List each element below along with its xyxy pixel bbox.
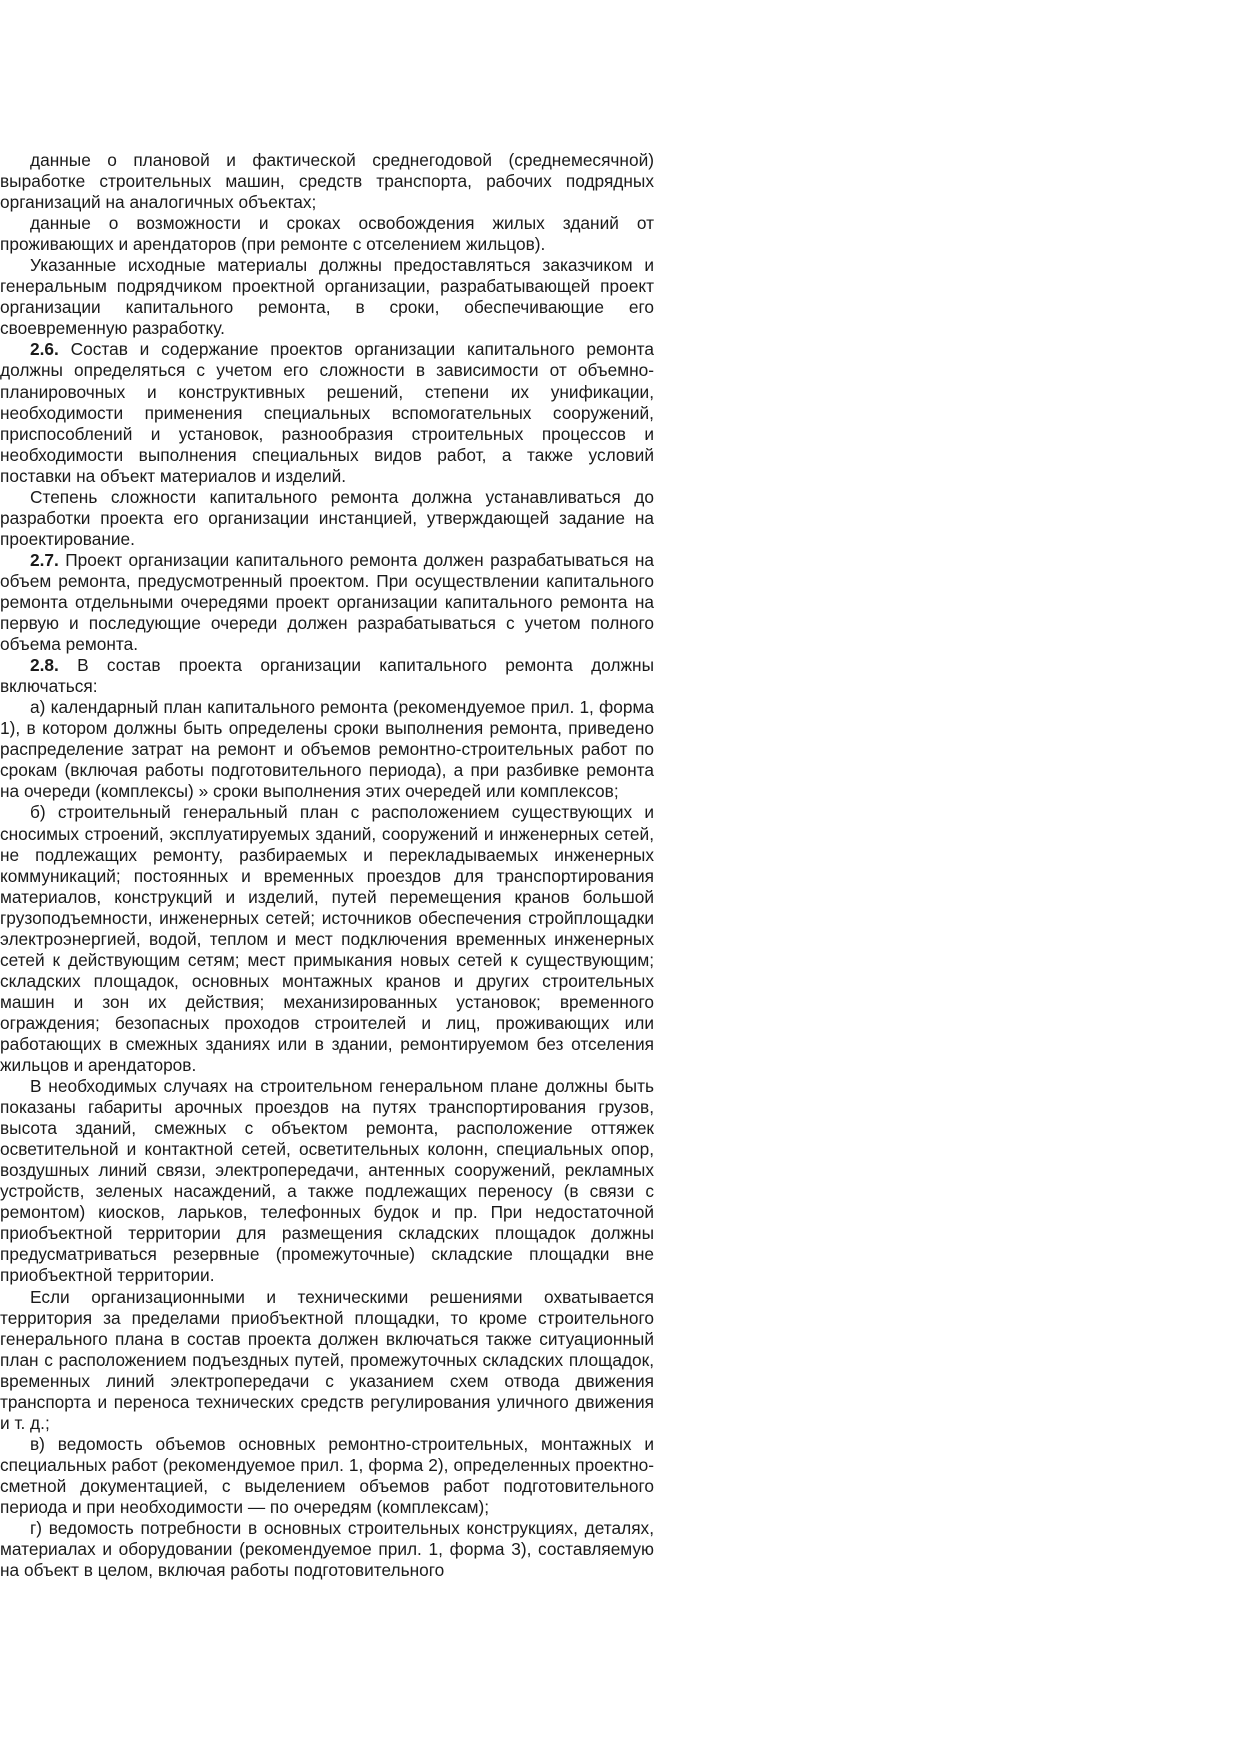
section-number: 2.6.: [30, 339, 59, 360]
paragraph: Указанные исходные материалы должны предоставляться заказчиком и генеральным подрядчиком проектной организации, разрабатывающей проект организации капитального ремонта, в сроки, обеспечивающие его своевременную разработку.: [0, 255, 654, 339]
section-number: 2.8.: [30, 655, 59, 676]
paragraph: Степень сложности капитального ремонта должна устанавливаться до разработки проекта его организации инстанцией, утверждающей задание на проектирование.: [0, 486, 654, 549]
list-item-g: г) ведомость потребности в основных строительных конструкциях, деталях, материалах и оборудовании (рекомендуемое прил. 1, форма 3), составляемую на объект в целом, включая работы подготовительного: [0, 1518, 654, 1581]
section-2-8-paragraph: 2.8. В состав проекта организации капитального ремонта должны включаться:: [0, 655, 654, 697]
list-item-b: б) строительный генеральный план с расположением существующих и сносимых строений, эксплуатируемых зданий, сооружений и инженерных сетей, не подлежащих ремонту, разбираемых и перекладываемых инженерных коммуникаций; постоянных и временных проездов для транспортирования материалов, конструкций и изделий, путей перемещения кранов большой грузоподъемности, инженерных сетей; источников обеспечения стройплощадки электроэнергией, водой, теплом и мест подключения временных инженерных сетей к действующим сетям; мест примыкания новых сетей к существующим; складских площадок, основных монтажных кранов и других строительных машин и зон их действия; механизированных установок; временного ограждения; безопасных проходов строителей и лиц, проживающих или работающих в смежных зданиях или в здании, ремонтируемом без отселения жильцов и арендаторов.: [0, 802, 654, 1076]
section-2-7-paragraph: 2.7. Проект организации капитального ремонта должен разрабатываться на объем ремонта, предусмотренный проектом. При осуществлении капитального ремонта отдельными очередями проект организации капитального ремонта на первую и последующие очереди должен разрабатываться с учетом полного объема ремонта.: [0, 549, 654, 655]
list-item-v: в) ведомость объемов основных ремонтно-строительных, монтажных и специальных работ (рекомендуемое прил. 1, форма 2), определенных проектно-сметной документацией, с выделением объемов работ подготовительного периода и при необходимости — по очередям (комплексам);: [0, 1433, 654, 1517]
paragraph: Если организационными и техническими решениями охватывается территория за пределами приобъектной площадки, то кроме строительного генерального плана в состав проекта должен включаться также ситуационный план с расположением подъездных путей, промежуточных складских площадок, временных линий электропередачи с указанием схем отвода движения транспорта и переноса технических средств регулирования уличного движения и т. д.;: [0, 1286, 654, 1433]
list-item-a: а) календарный план капитального ремонта (рекомендуемое прил. 1, форма 1), в котором должны быть определены сроки выполнения ремонта, приведено распределение затрат на ремонт и объемов ремонтно-строительных работ по срокам (включая работы подготовительного периода), а при разбивке ремонта на очереди (комплексы) » сроки выполнения этих очередей или комплексов;: [0, 697, 654, 802]
document-page: [0, 150, 654, 1581]
paragraph: данные о возможности и сроках освобождения жилых зданий от проживающих и арендаторов (при ремонте с отселением жильцов).: [0, 213, 654, 255]
section-2-6-paragraph: 2.6. Состав и содержание проектов организации капитального ремонта должны определяться с учетом его сложности в зависимости от объемно-планировочных и конструктивных решений, степени их унификации, необходимости применения специальных вспомогательных сооружений, приспособлений и установок, разнообразия строительных процессов и необходимости выполнения специальных видов работ, а также условий поставки на объект материалов и изделий.: [0, 339, 654, 486]
paragraph: данные о плановой и фактической среднегодовой (среднемесячной) выработке строительных машин, средств транспорта, рабочих подрядных организаций на аналогичных объектах;: [0, 150, 654, 213]
section-number: 2.7.: [30, 549, 59, 570]
paragraph: В необходимых случаях на строительном генеральном плане должны быть показаны габариты арочных проездов на путях транспортирования грузов, высота зданий, смежных с объектом ремонта, расположение оттяжек осветительной и контактной сетей, осветительных колонн, специальных опор, воздушных линий связи, электропередачи, антенных сооружений, рекламных устройств, зеленых насаждений, а также подлежащих переносу (в связи с ремонтом) киосков, ларьков, телефонных будок и пр. При недостаточной приобъектной территории для размещения складских площадок должны предусматриваться резервные (промежуточные) складские площадки вне приобъектной территории.: [0, 1076, 654, 1286]
